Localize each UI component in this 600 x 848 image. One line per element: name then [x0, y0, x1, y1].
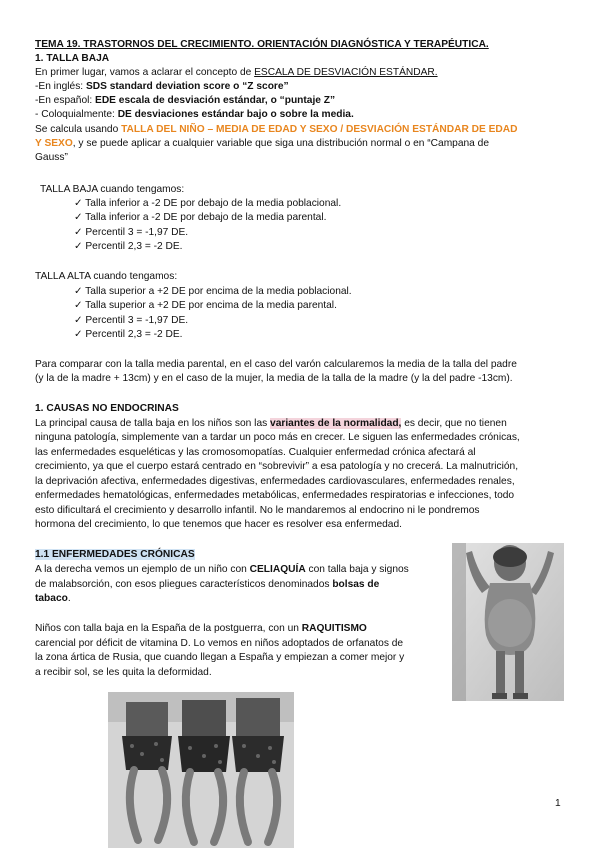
- causas-pre: La principal causa de talla baja en los niños son las: [35, 418, 271, 429]
- spanish-term-line: [35, 94, 335, 108]
- raquitismo-term: RAQUITISMO: [301, 623, 367, 634]
- formula-orange-2: Y SEXO: [35, 138, 73, 149]
- causas-line: hormona del crecimiento, lo que tenemos que hacer es resolver esa enfermedad.: [35, 519, 402, 530]
- formula-orange-1: TALLA DEL NIÑO – MEDIA DE EDAD Y SEXO / DESVIACIÓN ESTÁNDAR DE EDAD: [121, 124, 518, 135]
- intro-text: En primer lugar, vamos a aclarar el concepto de: [35, 67, 255, 78]
- bolsas-term: bolsas de: [332, 579, 380, 590]
- english-term-line: [35, 80, 289, 94]
- cel-pre: A la derecha vemos un ejemplo de un niño con: [35, 564, 250, 575]
- spanish-label: -En español:: [35, 95, 96, 106]
- colloquial-label: - Coloquialmente:: [35, 109, 118, 120]
- formula-line-3: Gauss”: [35, 152, 68, 163]
- rickets-children-photo: [108, 692, 294, 848]
- page-number: 1: [555, 798, 561, 809]
- section-heading-talla-baja: 1. TALLA BAJA: [35, 53, 110, 64]
- causas-post: es decir, que no tienen: [401, 418, 507, 429]
- variantes-highlight: variantes de la normalidad,: [270, 418, 402, 429]
- formula-post: , y se puede aplicar a cualquier variable que siga una distribución normal o en “Campana de: [72, 138, 490, 149]
- formula-line-2: [35, 137, 489, 151]
- parental-line-2: (y la de la madre + 13cm) y en el caso de la mujer, la media de la talla de la madre (y la del padre -13cm).: [35, 373, 513, 384]
- intro-line: [35, 66, 438, 80]
- raq-pre: Niños con talla baja en la España de la postguerra, con un: [35, 623, 302, 634]
- parental-line-1: Para comparar con la talla media parental, en el caso del varón calcularemos la media de la talla del padre: [35, 359, 517, 370]
- talla-alta-item: ✓ Percentil 3 = -1,97 DE.: [74, 315, 189, 326]
- english-label: -En inglés:: [35, 81, 86, 92]
- talla-baja-item: ✓ Talla inferior a -2 DE por debajo de la media poblacional.: [74, 198, 342, 209]
- section-heading-cronicas: [35, 548, 195, 562]
- causas-line: esto dificultará el crecimiento y desarrollo infantil. No le mandaremos al endocrino ni le pondremos: [35, 505, 480, 516]
- english-term: SDS standard deviation score o “Z score”: [85, 81, 289, 92]
- cronicas-heading-text: 1.1 ENFERMEDADES CRÓNICAS: [35, 549, 195, 560]
- causas-line: la deprivación afectiva, enfermedades digestivas, enfermedades cardiovasculares, enfermedades renales,: [35, 476, 515, 487]
- raquitismo-line-1: [35, 622, 367, 636]
- causas-line: ninguna patología, simplemente van a tardar un poco más en crecer. Le siguen las enfermedades crónicas,: [35, 432, 520, 443]
- raquitismo-line: carencial por déficit de vitamina D. Lo vemos en niños adoptados de orfanatos de: [35, 638, 404, 649]
- document-title: TEMA 19. TRASTORNOS DEL CRECIMIENTO. ORIENTACIÓN DIAGNÓSTICA Y TERAPÉUTICA.: [35, 39, 489, 50]
- celiaquia-line-3: [35, 592, 71, 606]
- talla-alta-item: ✓ Talla superior a +2 DE por encima de la media parental.: [74, 300, 337, 311]
- talla-baja-item: ✓ Percentil 2,3 = -2 DE.: [74, 241, 183, 252]
- causas-line: crecimiento, ya que el cuerpo estará centrado en “sobrevivir” a esa patología y no crecerá. La malnutrición,: [35, 461, 519, 472]
- celiaquia-line-2: [35, 578, 379, 592]
- celiaquia-line-1: [35, 563, 409, 577]
- colloquial-term-line: [35, 108, 354, 122]
- escala-term: ESCALA DE DESVIACIÓN ESTÁNDAR.: [254, 67, 438, 78]
- celiac-child-photo: [452, 543, 564, 701]
- raquitismo-line: a recibir sol, se les quita la deformidad.: [35, 667, 212, 678]
- colloquial-term: DE desviaciones estándar bajo o sobre la media.: [117, 109, 354, 120]
- causas-line: [35, 417, 507, 431]
- cel-post: con talla baja y signos: [305, 564, 409, 575]
- talla-baja-item: ✓ Talla inferior a -2 DE por debajo de la media parental.: [74, 212, 327, 223]
- tabaco-term: tabaco: [35, 593, 68, 604]
- celiaquia-term: CELIAQUÍA: [249, 564, 306, 575]
- talla-alta-item: ✓ Talla superior a +2 DE por encima de la media poblacional.: [74, 286, 352, 297]
- formula-line-1: [35, 123, 518, 137]
- talla-alta-heading: TALLA ALTA cuando tengamos:: [35, 271, 178, 282]
- talla-alta-item: ✓ Percentil 2,3 = -2 DE.: [74, 329, 183, 340]
- section-heading-causas: 1. CAUSAS NO ENDOCRINAS: [35, 403, 179, 414]
- raquitismo-line: la zona ártica de Rusia, que cuando llegan a España y empiezan a comer mejor y: [35, 652, 405, 663]
- causas-line: las enfermedades esqueléticas y las cromosomopatías. Cualquier enfermedad crónica afectará al: [35, 447, 476, 458]
- cel-2-pre: de malabsorción, con esos pliegues característicos denominados: [35, 579, 333, 590]
- causas-line: enfermedades hematológicas, enfermedades metabólicas, enfermedades respiratorias e infecciones, todo: [35, 490, 515, 501]
- formula-intro: Se calcula usando: [35, 124, 122, 135]
- talla-baja-item: ✓ Percentil 3 = -1,97 DE.: [74, 227, 189, 238]
- talla-baja-heading: TALLA BAJA cuando tengamos:: [40, 184, 185, 195]
- cel-3-post: .: [67, 593, 71, 604]
- spanish-term: EDE escala de desviación estándar, o “puntaje Z”: [95, 95, 336, 106]
